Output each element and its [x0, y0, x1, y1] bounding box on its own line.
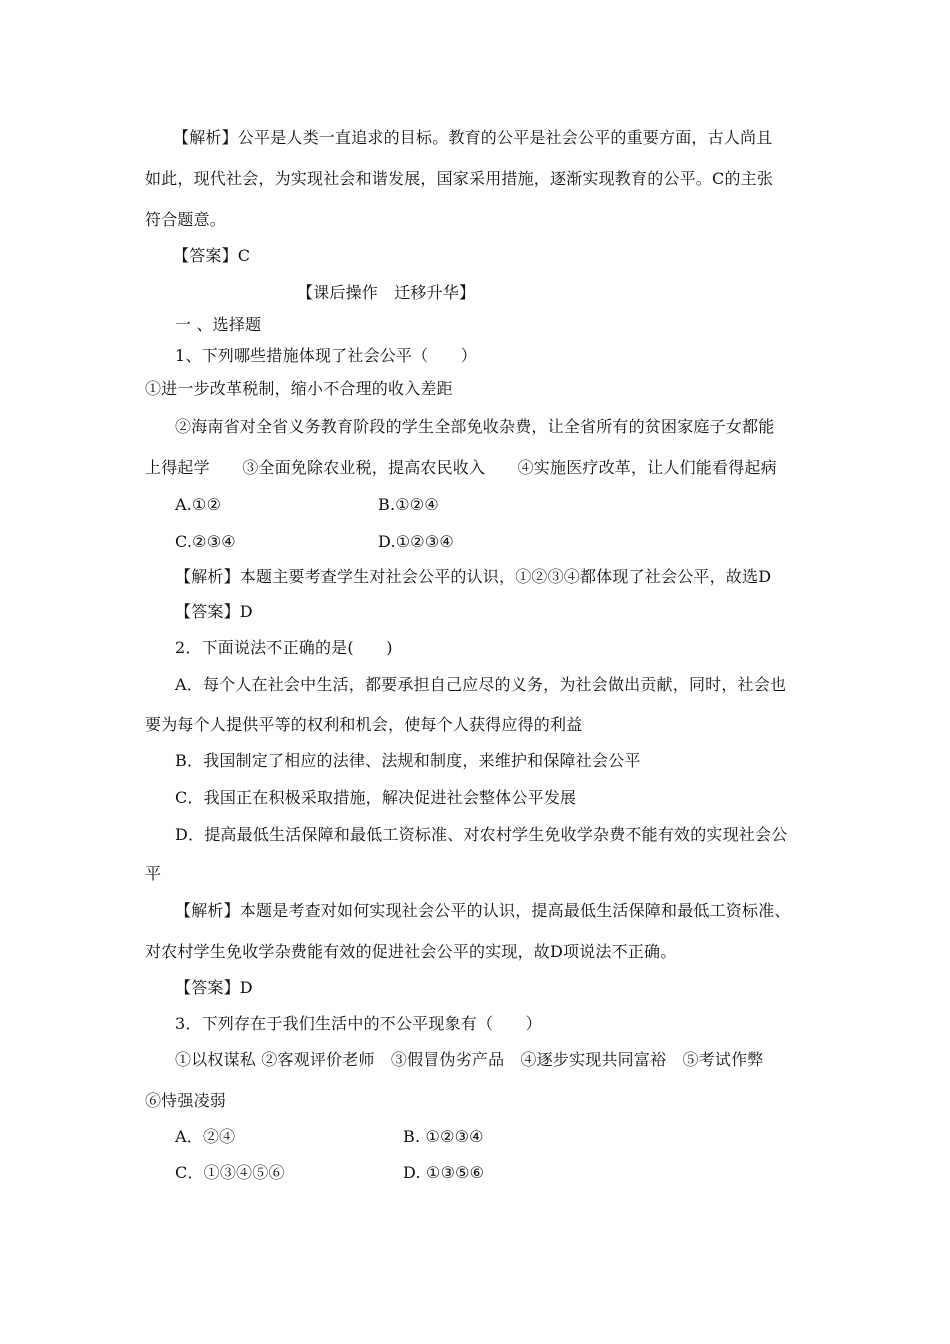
question-3-option-b: B. ①②③④ [403, 1127, 484, 1146]
intro-explain-line-3: 符合题意。 [145, 210, 227, 229]
question-2-option-b: B．我国制定了相应的法律、法规和制度，来维护和保障社会公平 [175, 751, 641, 770]
question-3-statements-line-2: ⑥恃强凌弱 [145, 1091, 227, 1110]
question-1-statement-1: ①进一步改革税制，缩小不合理的收入差距 [145, 379, 453, 398]
question-1-option-b: B.①②④ [378, 495, 439, 514]
question-2-option-a-line-2: 要为每个人提供平等的权利和机会，使每个人获得应得的利益 [145, 715, 583, 734]
question-1-option-c: C.②③④ [175, 532, 236, 551]
intro-explain-line-1: 【解析】公平是人类一直追求的目标。教育的公平是社会公平的重要方面，古人尚且 [173, 128, 773, 147]
intro-answer: 【答案】C [173, 246, 251, 265]
question-3-stem: 3．下列存在于我们生活中的不公平现象有（ ） [175, 1014, 542, 1033]
question-2-option-a-line-1: A．每个人在社会中生活，都要承担自己应尽的义务，为社会做出贡献，同时，社会也 [175, 675, 787, 694]
question-2-option-d-line-2: 平 [145, 864, 162, 883]
section-heading: 【课后操作 迁移升华】 [297, 283, 476, 302]
question-2-option-d-line-1: D．提高最低生活保障和最低工资标准、对农村学生免收学杂费不能有效的实现社会公 [175, 825, 788, 844]
question-2-option-c: C．我国正在积极采取措施，解决促进社会整体公平发展 [175, 788, 577, 807]
question-3-option-c: C．①③④⑤⑥ [175, 1163, 285, 1182]
question-1-option-a: A.①② [175, 495, 222, 514]
question-1-statement-2: ②海南省对全省义务教育阶段的学生全部免收杂费，让全省所有的贫困家庭子女都能 [175, 417, 775, 436]
question-3-statements-line-1: ①以权谋私 ②客观评价老师 ③假冒伪劣产品 ④逐步实现共同富裕 ⑤考试作弊 [175, 1050, 764, 1069]
question-1-explain: 【解析】本题主要考查学生对社会公平的认识，①②③④都体现了社会公平，故选D [175, 567, 772, 586]
question-2-answer: 【答案】D [175, 978, 253, 997]
question-2-explain-line-1: 【解析】本题是考查对如何实现社会公平的认识，提高最低生活保障和最低工资标准、 [175, 901, 791, 920]
question-1-statement-3: 上得起学 ③全面免除农业税，提高农民收入 ④实施医疗改革，让人们能看得起病 [145, 458, 777, 477]
part-title: 一 、选择题 [175, 315, 262, 334]
question-2-explain-line-2: 对农村学生免收学杂费能有效的促进社会公平的实现，故D项说法不正确。 [145, 942, 677, 961]
question-3-option-a: A．②④ [175, 1127, 236, 1146]
question-3-option-d: D. ①③⑤⑥ [403, 1163, 485, 1182]
intro-explain-line-2: 如此，现代社会，为实现社会和谐发展，国家采用措施，逐渐实现教育的公平。C的主张 [145, 169, 774, 188]
question-1-answer: 【答案】D [175, 602, 253, 621]
question-1-stem: 1、下列哪些措施体现了社会公平（ ） [175, 346, 477, 365]
question-1-option-d: D.①②③④ [378, 532, 454, 551]
question-2-stem: 2．下面说法不正确的是( ) [175, 638, 393, 657]
